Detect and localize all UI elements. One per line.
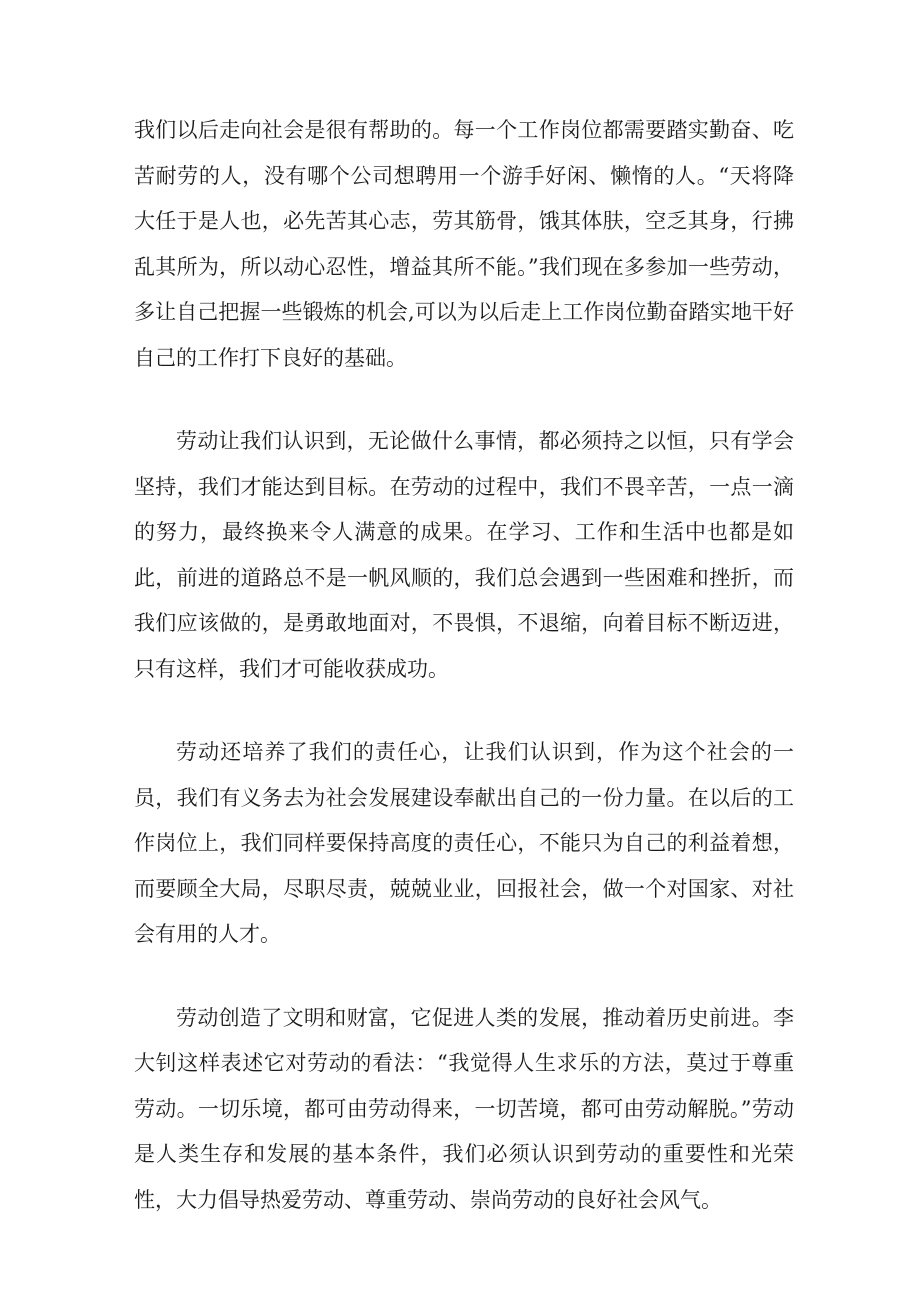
document-body [134,108,794,1261]
paragraph-2: 劳动让我们认识到，无论做什么事情，都必须持之以恒，只有学会坚持，我们才能达到目标。在劳动的过程中，我们不畏辛苦，一点一滴的努力，最终换来令人满意的成果。在学习、工作和生活中也都是如此，前进的道路总不是一帆风顺的，我们总会遇到一些困难和挫折，而我们应该做的，是勇敢地面对，不畏惧，不退缩，向着目标不断迈进，只有这样，我们才可能收获成功。 [134,429,794,681]
paragraph-1: 我们以后走向社会是很有帮助的。每一个工作岗位都需要踏实勤奋、吃苦耐劳的人，没有哪个公司想聘用一个游手好闲、懒惰的人。“天将降大任于是人也，必先苦其心志，劳其筋骨，饿其体肤，空乏其身，行拂乱其所为，所以动心忍性，增益其所不能。”我们现在多参加一些劳动，多让自己把握一些锻炼的机会,可以为以后走上工作岗位勤奋踏实地干好自己的工作打下良好的基础。 [134,118,794,370]
paragraph-4: 劳动创造了文明和财富，它促进人类的发展，推动着历史前进。李大钊这样表述它对劳动的看法：“我觉得人生求乐的方法，莫过于尊重劳动。一切乐境，都可由劳动得来，一切苦境，都可由劳动解脱。”劳动是人类生存和发展的基本条件，我们必须认识到劳动的重要性和光荣性，大力倡导热爱劳动、尊重劳动、崇尚劳动的良好社会风气。 [134,1005,794,1212]
paragraph-3: 劳动还培养了我们的责任心，让我们认识到，作为这个社会的一员，我们有义务去为社会发展建设奉献出自己的一份力量。在以后的工作岗位上，我们同样要保持高度的责任心，不能只为自己的利益着想，而要顾全大局，尽职尽责，兢兢业业，回报社会，做一个对国家、对社会有用的人才。 [134,740,794,946]
